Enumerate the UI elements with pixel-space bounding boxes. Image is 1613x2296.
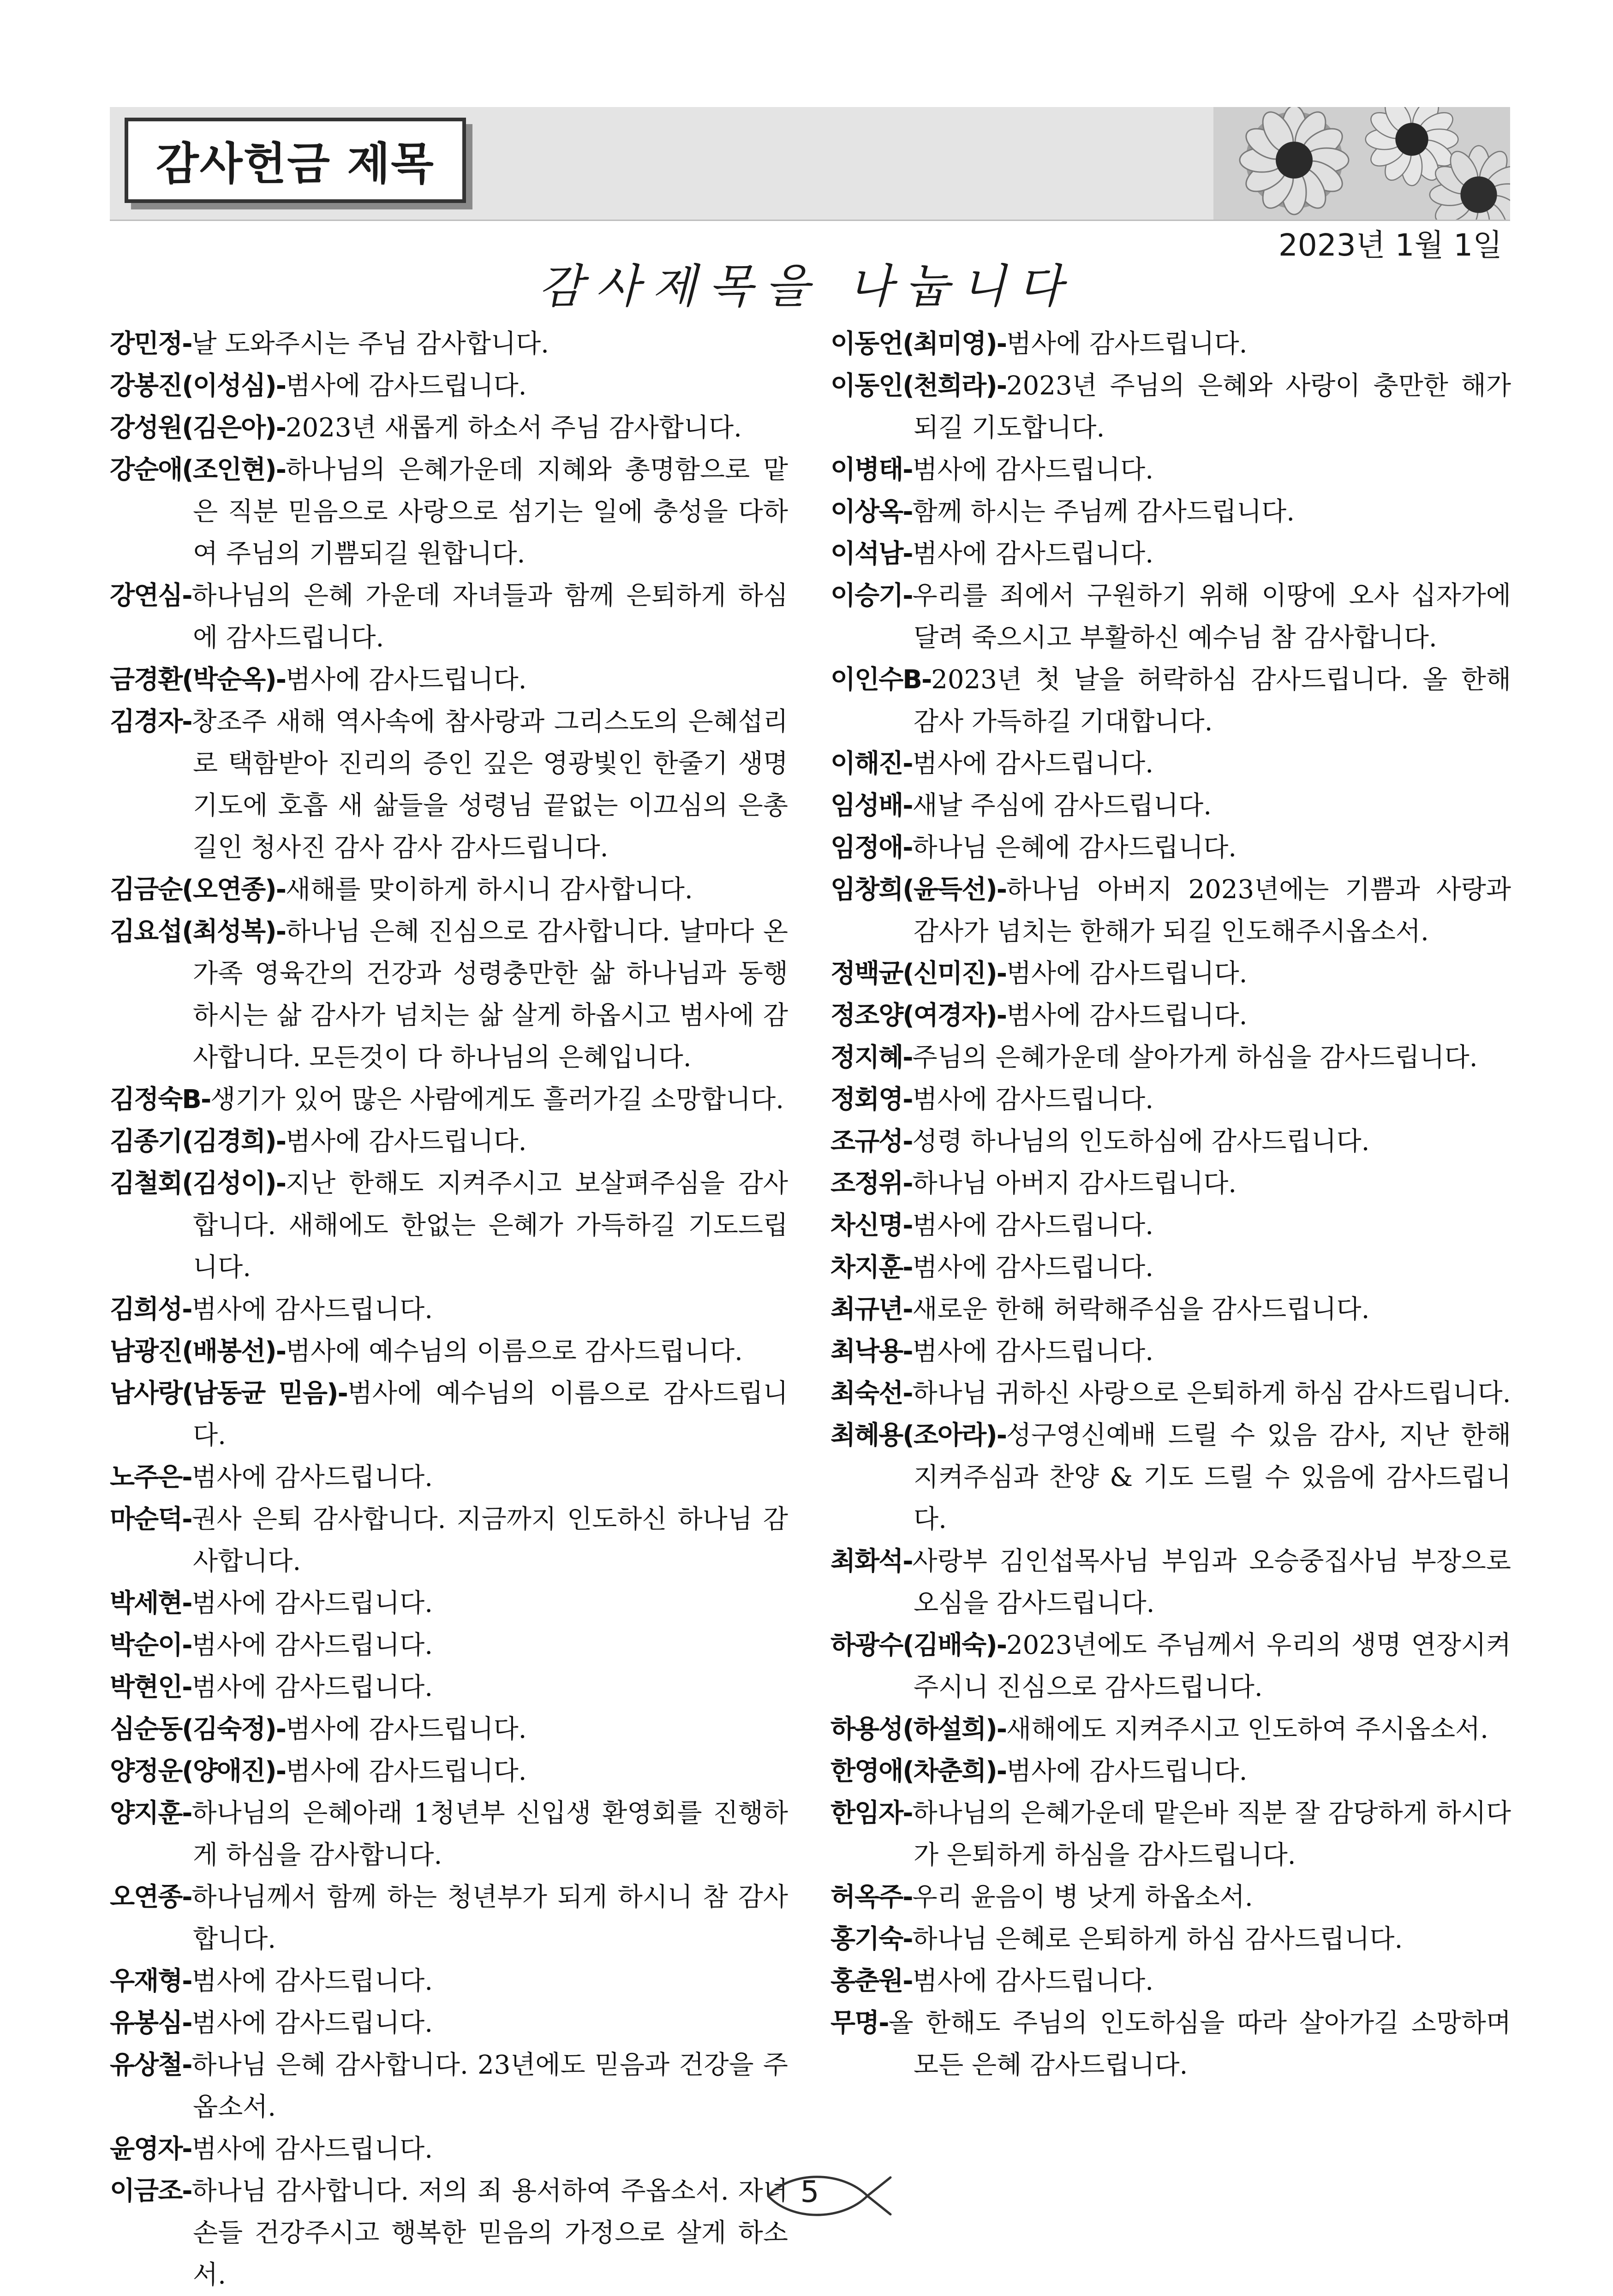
entry-text: 하나님 은혜 감사합니다. 23년에도 믿음과 건강을 주옵소서. [191,2050,788,2122]
entry-text: 새해를 맞이하게 하시니 감사합니다. [286,875,693,905]
section-title-box [125,118,466,203]
entry-text: 범사에 감사드립니다. [191,1462,433,1492]
entry-name: 유상철- [110,2050,192,2080]
entry-text: 범사에 감사드립니다. [912,1211,1153,1240]
entry-text: 새날 주심에 감사드립니다. [912,791,1212,821]
entry-text: 2023년 주님의 은혜와 사랑이 충만한 해가 되길 기도합니다. [914,371,1511,443]
entry-text: 범사에 감사드립니다. [191,1966,433,1996]
entry-name: 마순덕- [110,1504,192,1534]
list-item [110,1498,788,1582]
entry-text: 하나님의 은혜가운데 지혜와 총명함으로 맡은 직분 믿음으로 사랑으로 섬기는 일에 충성을 다하여 주님의 기쁨되길 원합니다. [193,455,788,569]
entry-text: 범사에 감사드립니다. [286,1756,527,1786]
list-item [830,1372,1511,1414]
entry-name: 강봉진(이성심)- [110,371,286,401]
entry-name: 김금순(오연종)- [110,875,286,905]
entry-name: 임창희(윤득선)- [830,875,1007,905]
list-item [110,1582,788,1624]
entry-name: 홍춘원- [830,1966,913,1996]
entry-text: 하나님 감사합니다. 저의 죄 용서하여 주옵소서. 자녀손들 건강주시고 행복한 믿음의 가정으로 살게 하소서. [191,2176,788,2290]
list-item [830,827,1511,869]
entry-name: 김경자- [110,707,192,737]
entry-text: 새해에도 지켜주시고 인도하여 주시옵소서. [1006,1714,1488,1744]
entry-text: 범사에 감사드립니다. [912,749,1153,779]
list-item [110,1876,788,1960]
entry-text: 하나님 아버지 감사드립니다. [912,1169,1237,1199]
entry-name: 이동언(최미영)- [830,329,1007,359]
list-item [110,449,788,575]
list-item [830,1037,1511,1079]
entry-text: 우리를 죄에서 구원하기 위해 이땅에 오사 십자가에 달려 죽으시고 부활하신 예수님 참 감사합니다. [912,581,1511,653]
entry-name: 김종기(김경희)- [110,1127,286,1157]
entry-name: 강순애(조인현)- [110,455,286,485]
list-item [830,1205,1511,1246]
list-item [110,2170,788,2296]
entry-name: 정지혜- [830,1043,913,1073]
list-item [830,1079,1511,1121]
entry-name: 노주은- [110,1462,192,1492]
entry-text: 생기가 있어 많은 사람에게도 흘러가길 소망합니다. [210,1085,784,1115]
entry-name: 한영애(차춘희)- [830,1756,1007,1786]
entry-name: 이병태- [830,455,913,485]
entry-text: 범사에 감사드립니다. [191,1588,433,1618]
right-column [830,323,1511,2086]
list-item [830,1708,1511,1750]
list-item [110,1288,788,1330]
entry-text: 하나님 은혜에 감사드립니다. [912,833,1237,863]
list-item [110,1372,788,1456]
entry-name: 김정숙B- [110,1085,211,1115]
sunflower-icon [1213,107,1510,220]
entry-text: 하나님의 은혜가운데 맡은바 직분 잘 감당하게 하시다가 은퇴하게 하심을 감사드립니다. [912,1798,1511,1870]
section-title: 감사헌금 제목 [156,138,435,190]
entry-name: 이동인(천희라)- [830,371,1007,401]
list-item [830,2002,1511,2086]
list-item [830,1121,1511,1163]
entry-text: 범사에 예수님의 이름으로 감사드립니다. [286,1336,743,1366]
entry-text: 범사에 감사드립니다. [1006,329,1248,359]
list-item [110,1456,788,1498]
list-item [110,323,788,365]
list-item [830,785,1511,827]
entry-text: 하나님의 은혜 가운데 자녀들과 함께 은퇴하게 하심에 감사드립니다. [191,581,788,653]
list-item [830,1246,1511,1288]
list-item [110,365,788,407]
entry-text: 성구영신예배 드릴 수 있음 감사, 지난 한해 지켜주심과 찬양 & 기도 드릴 수 있음에 감사드립니다. [914,1420,1511,1534]
list-item [830,953,1511,995]
entry-name: 양지훈- [110,1798,192,1828]
list-item [110,659,788,701]
list-item [830,1414,1511,1540]
entry-text: 지난 한해도 지켜주시고 보살펴주심을 감사합니다. 새해에도 한없는 은혜가 가득하길 기도드립니다. [193,1169,788,1282]
entry-text: 사랑부 김인섭목사님 부임과 오승중집사님 부장으로 오심을 감사드립니다. [912,1546,1511,1618]
entry-name: 최혜용(조아라)- [830,1420,1007,1450]
entry-name: 한임자- [830,1798,913,1828]
entry-name: 조규성- [830,1127,913,1157]
entry-text: 범사에 감사드립니다. [191,2008,433,2038]
entry-text: 범사에 감사드립니다. [1006,959,1248,989]
list-item [830,1918,1511,1960]
entry-text: 하나님 아버지 2023년에는 기쁨과 사랑과 감사가 넘치는 한해가 되길 인도해주시옵소서. [914,875,1511,947]
entry-name: 금경환(박순옥)- [110,665,286,695]
list-item [110,407,788,449]
list-item [110,911,788,1079]
list-item [830,1792,1511,1876]
entry-name: 박순이- [110,1630,192,1660]
list-item [830,1540,1511,1624]
entry-text: 범사에 감사드립니다. [191,2134,433,2164]
list-item [830,1960,1511,2002]
entry-text: 2023년에도 주님께서 우리의 생명 연장시켜주시니 진심으로 감사드립니다. [914,1630,1511,1702]
list-item [110,701,788,869]
entry-name: 최낙용- [830,1336,913,1366]
list-item [830,533,1511,575]
list-item [830,1876,1511,1918]
entry-name: 하광수(김배숙)- [830,1630,1007,1660]
list-item [830,743,1511,785]
list-item [110,1708,788,1750]
entry-text: 창조주 새해 역사속에 참사랑과 그리스도의 은혜섭리로 택함받아 진리의 증인 깊은 영광빛인 한줄기 생명기도에 호흡 새 삶들을 성령님 끝없는 이끄심의 은총길인 청사진 감사 감사 감사드립니다. [191,707,788,863]
entry-name: 차신명- [830,1211,913,1240]
entry-text: 범사에 감사드립니다. [912,1085,1153,1115]
entry-text: 하나님께서 함께 하는 청년부가 되게 하시니 참 감사합니다. [191,1882,788,1954]
entry-name: 강연심- [110,581,192,611]
entry-name: 임정애- [830,833,913,863]
entry-text: 범사에 감사드립니다. [912,455,1153,485]
list-item [830,869,1511,953]
entry-text: 범사에 감사드립니다. [191,1672,433,1702]
entry-name: 강민정- [110,329,192,359]
list-item [110,2128,788,2170]
list-item [830,449,1511,491]
list-item [110,1163,788,1288]
entry-name: 박현인- [110,1672,192,1702]
entry-text: 범사에 감사드립니다. [286,665,527,695]
entry-text: 새로운 한해 허락해주심을 감사드립니다. [912,1294,1370,1324]
entry-name: 이해진- [830,749,913,779]
entry-name: 남광진(배봉선)- [110,1336,286,1366]
entry-text: 성령 하나님의 인도하심에 감사드립니다. [912,1127,1370,1157]
entry-name: 최규년- [830,1294,913,1324]
list-item [830,365,1511,449]
entry-name: 임성배- [830,791,913,821]
list-item [830,995,1511,1037]
entry-name: 심순동(김숙정)- [110,1714,286,1744]
entry-name: 조정위- [830,1169,913,1199]
page-subtitle: 감사제목을 나눕니다 [538,259,1075,313]
entry-name: 김철회(김성이)- [110,1169,286,1199]
entry-text: 범사에 감사드립니다. [286,1127,527,1157]
list-item [830,1288,1511,1330]
entry-text: 범사에 감사드립니다. [191,1630,433,1660]
list-item [110,1330,788,1372]
entry-text: 2023년 첫 날을 허락하심 감사드립니다. 올 한해 감사 가득하길 기대합니다. [914,665,1511,737]
list-item [830,1330,1511,1372]
entry-text: 범사에 감사드립니다. [912,539,1153,569]
list-item [830,1750,1511,1792]
entry-text: 범사에 감사드립니다. [286,371,527,401]
list-item [110,1750,788,1792]
entry-text: 범사에 감사드립니다. [1006,1001,1248,1031]
list-item [830,1624,1511,1708]
entry-text: 범사에 감사드립니다. [286,1714,527,1744]
entry-text: 하나님 은혜로 은퇴하게 하심 감사드립니다. [912,1924,1403,1954]
entry-name: 김요섭(최성복)- [110,917,286,947]
list-item [830,491,1511,533]
entry-text: 범사에 감사드립니다. [912,1966,1153,1996]
entry-name: 허옥주- [830,1882,913,1912]
entry-name: 우재형- [110,1966,192,1996]
list-item [110,869,788,911]
list-item [110,1121,788,1163]
list-item [830,323,1511,365]
list-item [830,1163,1511,1205]
entry-text: 하나님의 은혜아래 1청년부 신입생 환영회를 진행하게 하심을 감사합니다. [191,1798,788,1870]
entry-name: 양정운(양애진)- [110,1756,286,1786]
entry-text: 함께 하시는 주님께 감사드립니다. [912,497,1295,527]
entry-name: 남사랑(남동균 믿음)- [110,1378,347,1408]
list-item [110,1792,788,1876]
entry-text: 하나님 은혜 진심으로 감사합니다. 날마다 온 가족 영육간의 건강과 성령충만한 삶 하나님과 동행하시는 삶 감사가 넘치는 삶 살게 하옵시고 범사에 감사합니다. 모든것이 다 하나님의 은혜입니다. [193,917,788,1073]
entry-text: 범사에 감사드립니다. [912,1252,1153,1282]
entry-name: 이승기- [830,581,913,611]
entry-text: 범사에 감사드립니다. [1006,1756,1248,1786]
entry-name: 최숙선- [830,1378,913,1408]
entry-name: 강성원(김은아)- [110,413,286,443]
entry-name: 박세현- [110,1588,192,1618]
entry-text: 2023년 새롭게 하소서 주님 감사합니다. [286,413,742,443]
list-item [110,1960,788,2002]
entry-name: 차지훈- [830,1252,913,1282]
entry-name: 홍기숙- [830,1924,913,1954]
entry-text: 날 도와주시는 주님 감사합니다. [191,329,549,359]
bulletin-date: 2023년 1월 1일 [1278,227,1502,263]
entry-name: 정회영- [830,1085,913,1115]
entry-text: 범사에 감사드립니다. [191,1294,433,1324]
left-column [110,323,788,2296]
entry-name: 최화석- [830,1546,913,1576]
list-item [110,2044,788,2128]
list-item [110,1666,788,1708]
entry-text: 범사에 감사드립니다. [912,1336,1153,1366]
entry-text: 주님의 은혜가운데 살아가게 하심을 감사드립니다. [912,1043,1478,1073]
list-item [110,1079,788,1121]
entry-name: 무명- [830,2008,889,2038]
entry-name: 오연종- [110,1882,192,1912]
entry-text: 범사에 예수님의 이름으로 감사드립니다. [193,1378,788,1450]
entry-name: 윤영자- [110,2134,192,2164]
list-item [110,2002,788,2044]
list-item [830,659,1511,743]
list-item [110,1624,788,1666]
entry-name: 이상옥- [830,497,913,527]
entry-name: 정조양(여경자)- [830,1001,1007,1031]
entry-name: 이금조- [110,2176,192,2206]
entry-text: 하나님 귀하신 사랑으로 은퇴하게 하심 감사드립니다. [912,1378,1511,1408]
entry-name: 김희성- [110,1294,192,1324]
list-item [830,575,1511,659]
entry-name: 이석남- [830,539,913,569]
list-item [110,575,788,659]
entry-text: 올 한해도 주님의 인도하심을 따라 살아가길 소망하며 모든 은혜 감사드립니다. [888,2008,1511,2080]
entry-text: 권사 은퇴 감사합니다. 지금까지 인도하신 하나님 감사합니다. [191,1504,788,1576]
entry-text: 우리 윤음이 병 낫게 하옵소서. [912,1882,1253,1912]
entry-name: 정백균(신미진)- [830,959,1007,989]
entry-name: 유봉심- [110,2008,192,2038]
page-number: 5 [800,2175,819,2209]
entry-name: 하용성(하설희)- [830,1714,1007,1744]
entry-name: 이인수B- [830,665,932,695]
